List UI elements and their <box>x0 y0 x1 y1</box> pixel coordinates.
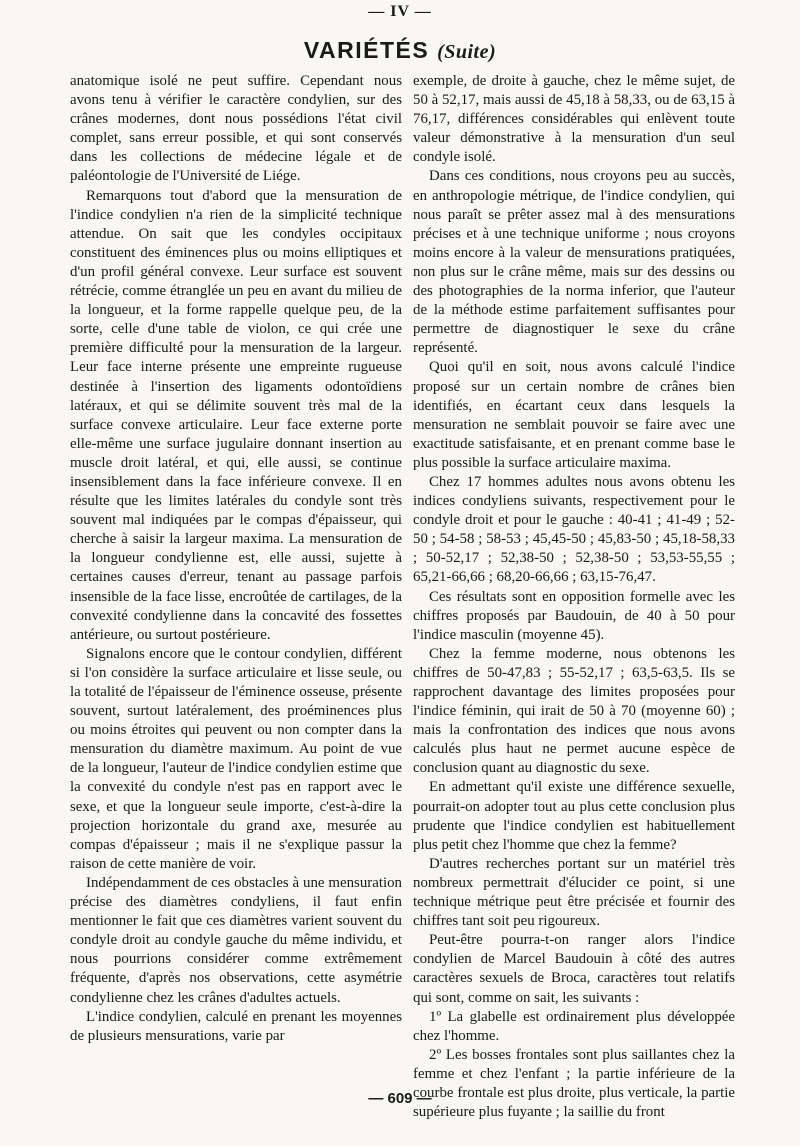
paragraph: En admettant qu'il existe une différence sexuelle, pourrait-on adopter tout au plus cette conclusion plus prudente que l'indice condylien est habituellement plus petit chez l'homme que chez la femme? <box>413 779 735 853</box>
left-column <box>70 72 402 1086</box>
paragraph: Chez la femme moderne, nous obtenons les chiffres de 50-47,83 ; 55-52,17 ; 63,5-63,5. Ils se rapprochent davantage des limites proposées pour l'indice féminin, qui irait de 50 à 70 (moyenne 60) ; mais la confrontation des indices que nous avons calculés plus haut ne permet aucune espèce de conclusion quant au diagnostic du sexe. <box>413 645 735 777</box>
paragraph: Remarquons tout d'abord que la mensuration de l'indice condylien n'a rien de la simplicité technique attendue. On sait que les condyles occipitaux constituent des éminences plus ou moins elliptiques et d'un profil général convexe. Leur surface est souvent rétrécie, comme étranglée un peu en avant du milieu de la longueur, et la forme rappelle quelque peu, de la sorte, celle d'une table de violon, ce qui crée une première difficulté pour la mensuration de la largeur. Leur face interne présente une empreinte rugueuse destinée à l'insertion des ligaments odontoïdiens latéraux, et qui se délimite souvent très mal de la surface convexe articulaire. Leur face externe porte elle-même une surface jugulaire donnant insertion au muscle droit latéral, et qui, elle aussi, se continue insensiblement dans la face inférieure convexe. Il en résulte que les limites latérales du condyle sont très souvent mal indiquées par le compas d'épaisseur, qui cherche à saisir la largeur maxima. La mensuration de la longueur condylienne est, elle aussi, sujette à certaines causes d'erreur, tenant au passage parfois insensible de la face lisse, encroûtée de cartilages, de la convexité condylienne dans la concavité des fossettes antérieure, ou surtout postérieure. <box>70 187 402 643</box>
page-roman-numeral: — IV — <box>368 3 432 20</box>
title-text: VARIÉTÉS <box>303 37 430 63</box>
paragraph: Indépendamment de ces obstacles à une mensuration précise des diamètres condyliens, il faut enfin mentionner le fait que ces diamètres varient souvent du condyle droit au condyle gauche du même individu, et nous pourrions considérer comme extrêmement fréquente, d'après nos observations, cette asymétrie condylienne chez les crânes d'adultes actuels. <box>70 874 402 1006</box>
paragraph: D'autres recherches portant sur un matériel très nombreux permettrait d'élucider ce point, si une technique métrique peut être précisée et fournir des chiffres tant soit peu rigoureux. <box>413 855 735 930</box>
paragraph: 2º Les bosses frontales sont plus saillantes chez la femme et chez l'enfant ; la partie inférieure de la courbe frontale est plus droite, plus verticale, la partie supérieure plus fuyante ; la saillie du front <box>413 1046 735 1121</box>
right-column <box>413 72 735 1121</box>
paragraph: exemple, de droite à gauche, chez le même sujet, de 50 à 52,17, mais aussi de 45,18 à 58,33, ou de 63,15 à 76,17, différences considérables qui enlèvent toute valeur démonstrative à la mensuration d'un seul condyle isolé. <box>413 73 735 166</box>
paragraph: L'indice condylien, calculé en prenant les moyennes de plusieurs mensurations, varie par <box>70 1008 402 1044</box>
paragraph: Chez 17 hommes adultes nous avons obtenu les indices condyliens suivants, respectivement pour le condyle droit et pour le gauche : 40-41 ; 41-49 ; 52-50 ; 54-58 ; 58-53 ; 45,45-50 ; 45,83-50 ; 45,18-58,33 ; 50-52,17 ; 52,38-50 ; 52,38-50 ; 53,53-55,55 ; 65,21-66,66 ; 68,20-66,66 ; 63,15-76,47. <box>413 473 735 586</box>
paragraph: Dans ces conditions, nous croyons peu au succès, en anthropologie métrique, de l'indice condylien, qui nous paraît se prêter assez mal à des mensurations précises et à une technique uniforme ; nous croyons moins encore à la valeur de mensurations pratiquées, non plus sur le crâne même, mais sur des dessins ou des photographies de la norma inferior, que l'auteur de la méthode estime parfaitement suffisantes pour permettre de diagnostiquer le sexe du crâne représenté. <box>413 168 735 357</box>
running-title <box>0 36 800 66</box>
paragraph: Ces résultats sont en opposition formelle avec les chiffres proposés par Baudouin, de 40 à 50 pour l'indice masculin (moyenne 45). <box>413 588 735 643</box>
paragraph: Signalons encore que le contour condylien, différent si l'on considère la surface articulaire et lisse seule, ou la totalité de l'épaisseur de l'éminence osseuse, présente souvent, surtout latéralement, des proéminences plus ou moins étroites qui peuvent ou non compter dans la mensuration du diamètre maximum. Au point de vue de la longueur, l'auteur de l'indice condylien estime que la convexité du condyle n'est pas en rapport avec le sexe, et que la longueur seule importe, c'est-à-dire la projection horizontale du grand axe, mesurée au compas d'épaisseur ; mais il ne s'explique passur la raison de cette manière de voir. <box>70 645 402 872</box>
page-number: — 609 — <box>368 1090 432 1107</box>
paragraph: anatomique isolé ne peut suffire. Cependant nous avons tenu à vérifier le caractère condylien, sur des crânes modernes, dont nous possédions l'état civil complet, sans erreur possible, et qui sont conservés dans les collections de médecine légale et de paléontologie de l'Université de Liége. <box>70 73 402 185</box>
paragraph: Quoi qu'il en soit, nous avons calculé l'indice proposé sur un certain nombre de crânes bien identifiés, en écartant ceux dans lesquels la mensuration ne semblait pouvoir se faire avec une exactitude satisfaisante, et en prenant comme base le plus possible la surface articulaire maxima. <box>413 359 735 471</box>
paragraph: 1º La glabelle est ordinairement plus développée chez l'homme. <box>413 1008 735 1044</box>
paragraph: Peut-être pourra-t-on ranger alors l'indice condylien de Marcel Baudouin à côté des autres caractères sexuels de Broca, caractères tout relatifs qui sont, comme on sait, les suivants : <box>413 932 735 1006</box>
title-suite: (Suite) <box>437 41 497 63</box>
